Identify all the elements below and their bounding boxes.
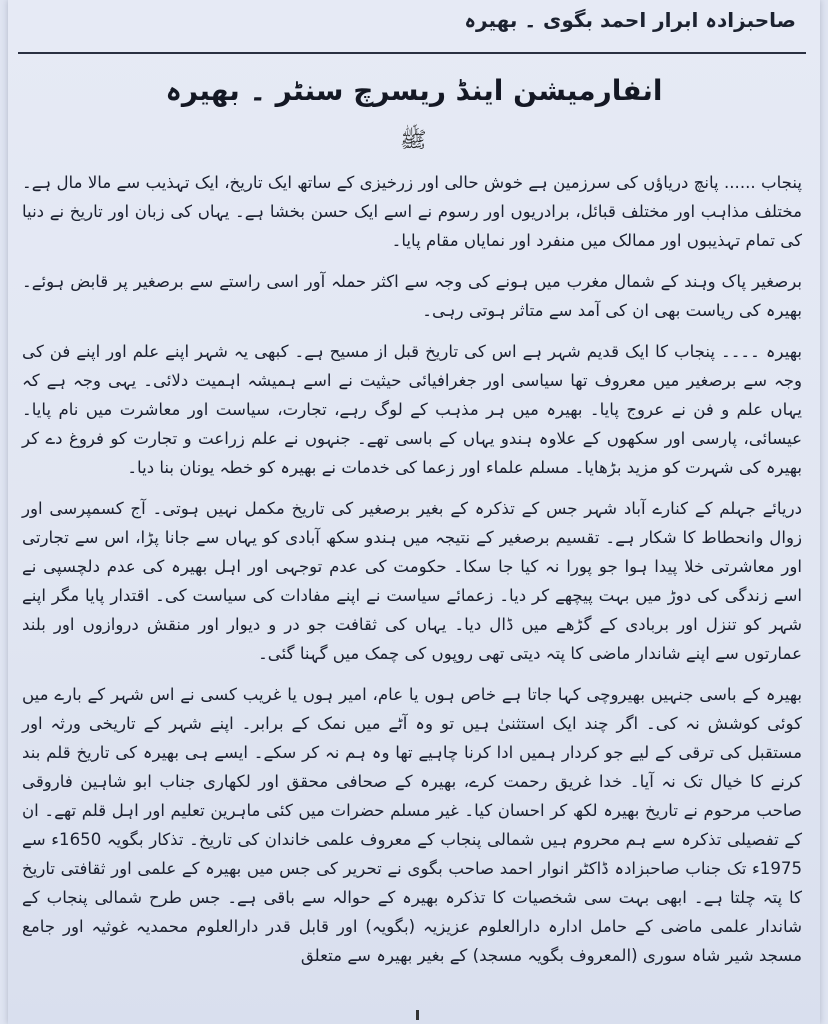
page-mark [416, 1010, 419, 1020]
paragraph: بھیرہ کے باسی جنہیں بھیروچی کہا جاتا ہے خاص ہوں یا عام، امیر ہوں یا غریب کسی نے اس شہر کے بارے میں کوئی کوشش نہ کی۔ اگر چند ایک استثنیٰ ہیں تو وہ آٹے میں نمک کے برابر۔ اپنے شہر کے تاریخی ورثہ اور مستقبل کی ترقی کے لیے جو کردار ہمیں ادا کرنا چاہیے تھا وہ ہم نہ کر سکے۔ ایسے ہی بھیرہ کی تاریخ قلم بند کرنے کا خیال تک نہ آیا۔ خدا غریق رحمت کرے، بھیرہ کے صحافی محقق اور لکھاری جناب ابو شاہین فاروقی صاحب مرحوم نے تاریخ بھیرہ لکھ کر احسان کیا۔ غیر مسلم حضرات میں کئی ماہرین تعلیم اور اہل قلم تھے۔ ان کے تفصیلی تذکرہ سے ہم محروم ہیں شمالی پنجاب کے معروف علمی خاندان کی تاریخ۔ تذکار بگویہ 1650ء سے 1975ء تک جناب صاحبزادہ ڈاکٹر انوار احمد صاحب بگوی نے تحریر کی جس میں بھیرہ کے علمی اور ثقافتی تاریخ کا پتہ چلتا ہے۔ ابھی بہت سی شخصیات کا تذکرہ بھیرہ کے حوالہ سے باقی ہے۔ جس طرح شمالی پنجاب کے شاندار علمی ماضی کے حامل ادارہ دارالعلوم عزیزیہ (بگویہ) اور قابل قدر دارالعلوم محمدیہ غوثیہ اور جامع مسجد شیر شاہ سوری (المعروف بگویہ مسجد) کے بغیر بھیرہ سے متعلق [22, 685, 802, 965]
paragraph: دریائے جہلم کے کنارے آباد شہر جس کے تذکرہ کے بغیر برصغیر کی تاریخ مکمل نہیں ہوتی۔ آج کسمپرسی اور زوال وانحطاط کا شکار ہے۔ تقسیم برصغیر کے نتیجہ میں ہندو سکھ آبادی کو یہاں سے جانا پڑا، اس سے تجارتی اور معاشرتی خلا پیدا ہوا جو پورا نہ کیا جا سکا۔ حکومت کی عدم توجہی اور اہل بھیرہ کی عدم دلچسپی نے اسے زندگی کی دوڑ میں بہت پیچھے کر دیا۔ زعمائے سیاست نے اپنے مفادات کی سیاست کی۔ اقتدار پایا مگر اپنے شہر کو تنزل اور بربادی کے گڑھے میں ڈال دیا۔ یہاں کی ثقافت جو در و دیوار اور منقش دروازوں اور بلند عمارتوں سے اپنے شاندار ماضی کا پتہ دیتی تھی روپوں کی چمک میں گہنا گئی۔ [22, 499, 802, 663]
page-header [8, 0, 820, 58]
ornament-glyph: ﷺ [400, 128, 427, 153]
paragraph: برصغیر پاک وہند کے شمال مغرب میں ہونے کی وجہ سے اکثر حملہ آور اسی راستے سے برصغیر پر قابض ہوئے۔ بھیرہ کی ریاست بھی ان کی آمد سے متاثر ہوتی رہی۔ [22, 272, 802, 320]
document-page [8, 0, 820, 1024]
paragraph: بھیرہ ۔۔۔۔ پنجاب کا ایک قدیم شہر ہے اس کی تاریخ قبل از مسیح ہے۔ کبھی یہ شہر اپنے علم اور اپنے فن کی وجہ سے برصغیر میں معروف تھا سیاسی اور جغرافیائی حیثیت نے اسے ہمیشہ اہمیت دلائی۔ یہی وجہ ہے کہ یہاں علم و فن نے عروج پایا۔ بھیرہ میں ہر مذہب کے لوگ رہے، تجارت، سیاست اور معاشرت میں نام پایا۔ عیسائی، پارسی اور سکھوں کے علاوہ ہندو یہاں کے باسی تھے۔ جنہوں نے علم زراعت و تجارت کو فروغ دے کر بھیرہ کی شہرت کو مزید بڑھایا۔ مسلم علماء اور زعما کی خدمات نے بھیرہ کو خطہ یونان بنا دیا۔ [22, 342, 802, 477]
running-head: صاحبزادہ ابرار احمد بگوی ۔ بھیرہ [464, 8, 796, 32]
header-rule [18, 52, 806, 54]
body-text [22, 168, 802, 982]
paragraph: پنجاب ...... پانچ دریاؤں کی سرزمین ہے خوش حالی اور زرخیزی کے ساتھ ایک تاریخ، ایک تہذیب سے مالا مال ہے۔ مختلف مذاہب اور مختلف قبائل، برادریوں اور رسوم نے اسے ایک حسن بخشا ہے۔ یہاں کی زبان اور تاریخ نے دنیا کی تمام تہذیبوں اور ممالک میں منفرد اور نمایاں مقام پایا۔ [22, 173, 802, 250]
page-title: انفارمیشن اینڈ ریسرچ سنٹر ۔ بھیرہ [165, 74, 663, 107]
